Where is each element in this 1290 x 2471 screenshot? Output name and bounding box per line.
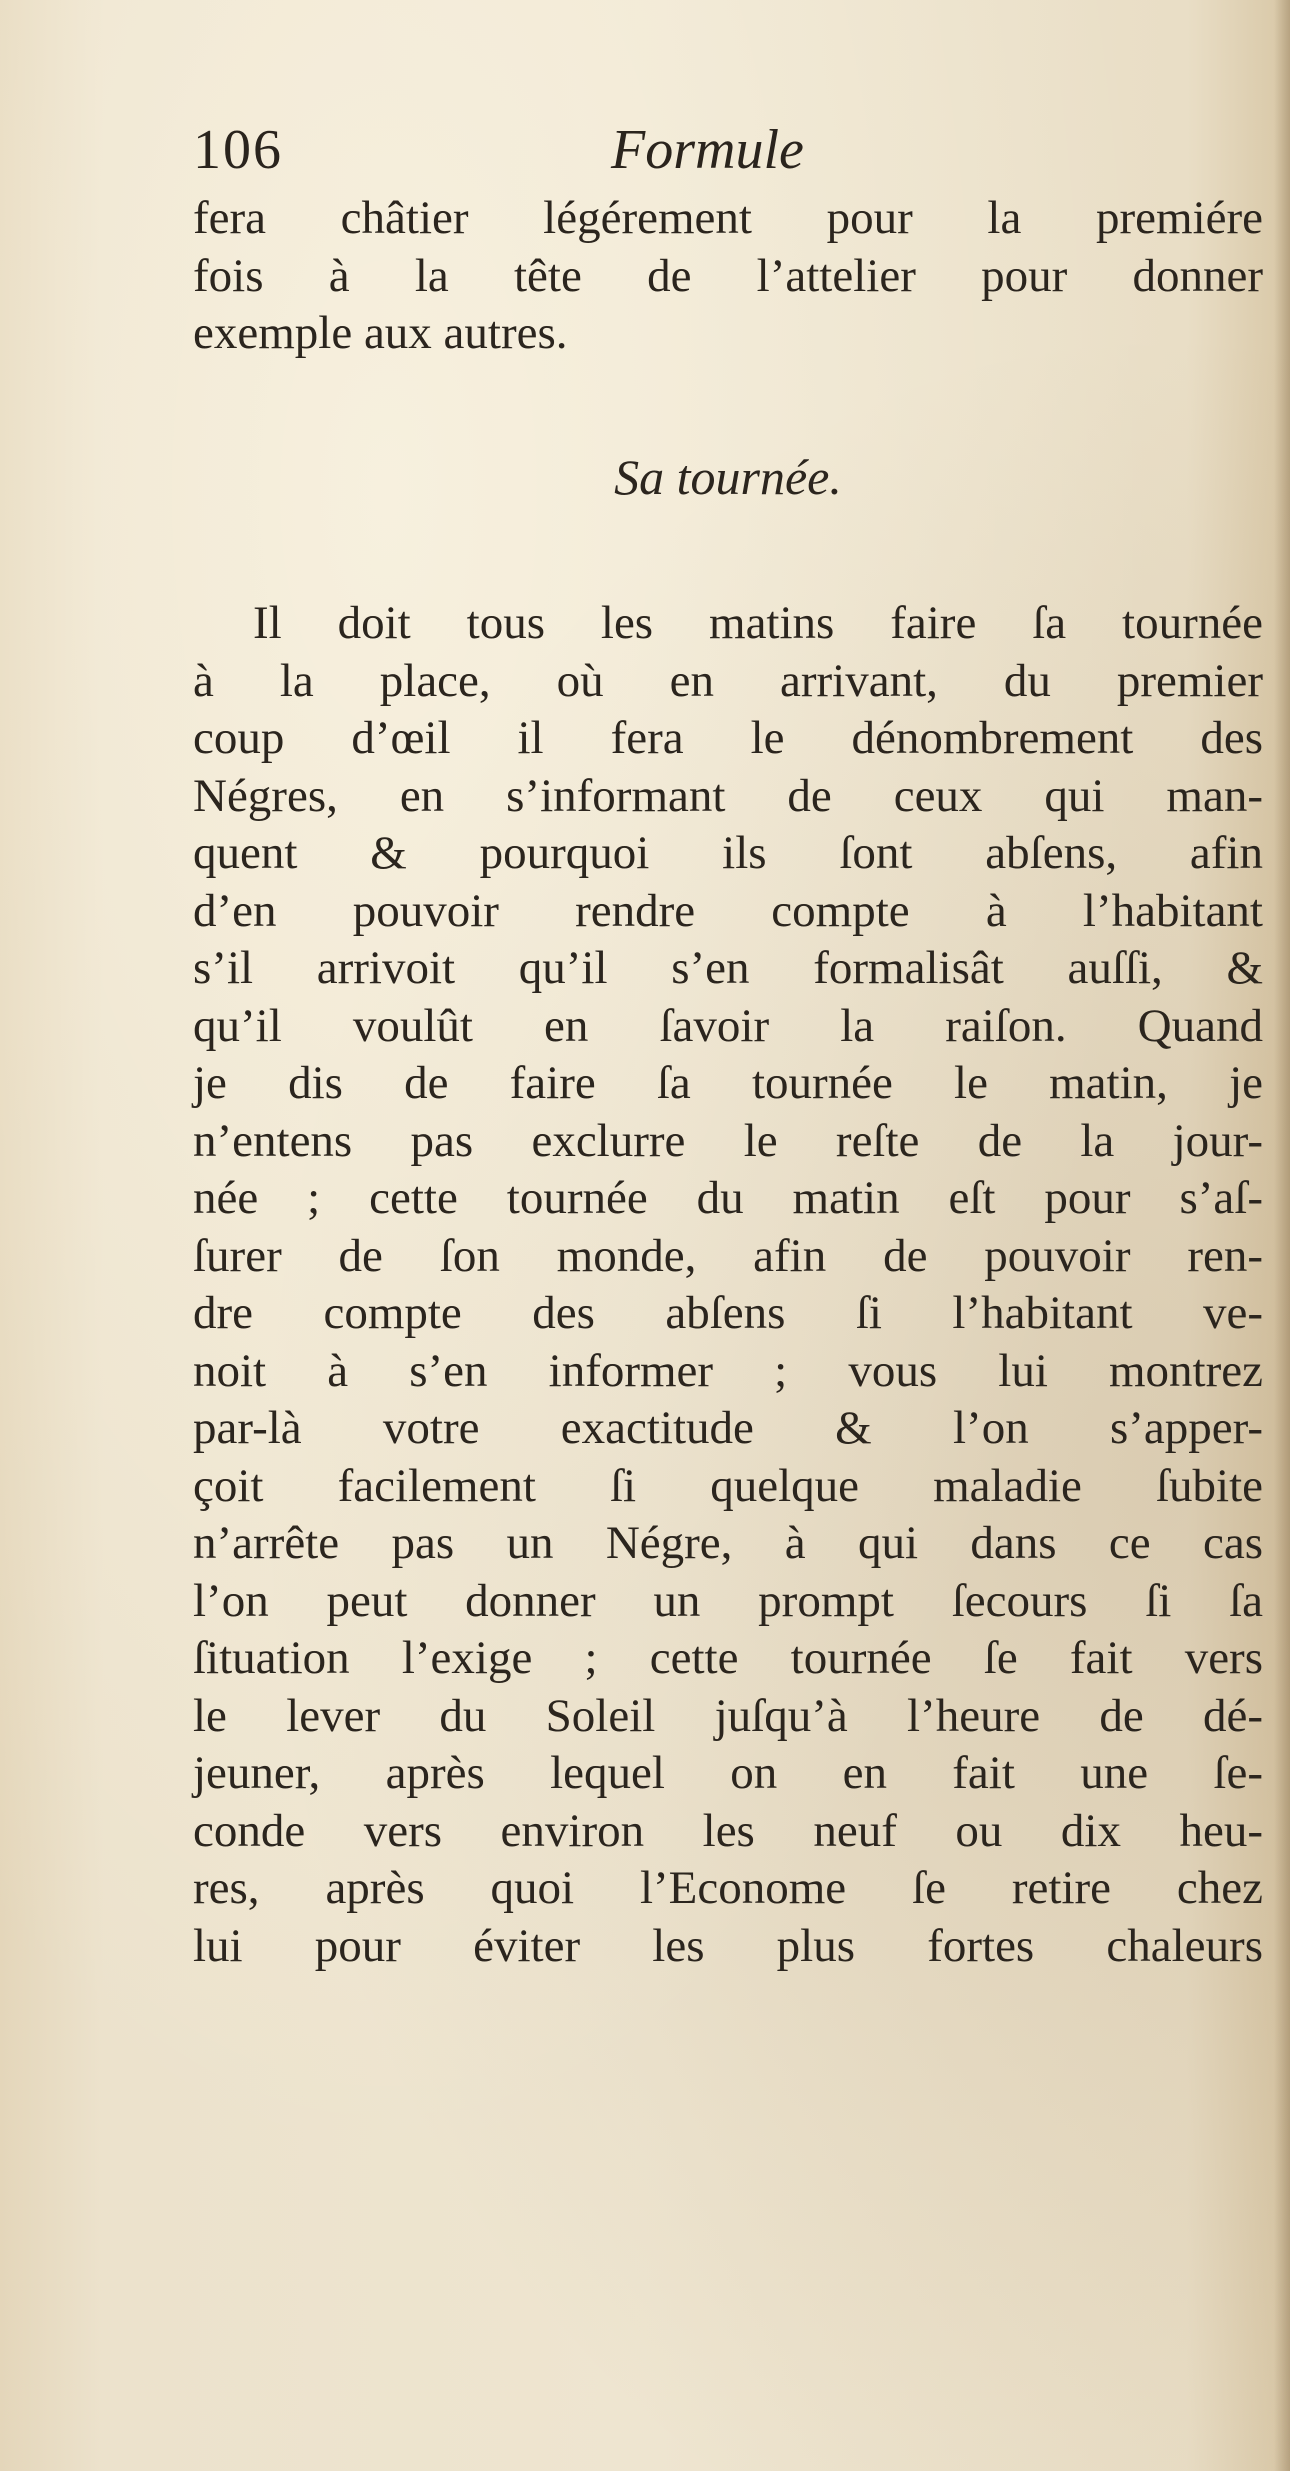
text-line: qu’il voulût en ſavoir la raiſon. Quand (193, 999, 1263, 1052)
text-line: fera châtier légérement pour la premiére (193, 192, 1263, 244)
page-number: 106 (193, 119, 283, 181)
text-line: n’entens pas exclurre le reſte de la jour- (193, 1114, 1263, 1167)
text-line: noit à s’en informer ; vous lui montrez (193, 1344, 1263, 1397)
text-line: née ; cette tournée du matin eſt pour s’aſ- (193, 1172, 1263, 1224)
page-edge-shadow (1274, 0, 1290, 2471)
text-line: dre compte des abſens ſi l’habitant ve- (193, 1287, 1263, 1339)
text-line: par-là votre exactitude & l’on s’apper- (193, 1402, 1263, 1454)
text-line: fois à la tête de l’attelier pour donner (193, 249, 1263, 302)
text-line: res, après quoi l’Econome ſe retire chez (193, 1862, 1263, 1914)
text-line: Négres, en s’informant de ceux qui man- (193, 769, 1263, 822)
text-line: à la place, où en arrivant, du premier (193, 654, 1263, 707)
text-line: le lever du Soleil juſqu’à l’heure de dé- (193, 1689, 1263, 1742)
text-line: ſituation l’exige ; cette tournée ſe fait vers (193, 1632, 1263, 1684)
section-heading: Sa tournée. (614, 449, 842, 505)
text-line: d’en pouvoir rendre compte à l’habitant (193, 884, 1263, 937)
text-line: çoit facilement ſi quelque maladie ſubite (193, 1459, 1263, 1512)
text-line: s’il arrivoit qu’il s’en formalisât auſſi, & (193, 942, 1263, 994)
text-line: coup d’œil il fera le dénombrement des (193, 712, 1263, 764)
text-line: lui pour éviter les plus fortes chaleurs (193, 1919, 1263, 1972)
text-line: quent & pourquoi ils ſont abſens, afin (193, 827, 1263, 879)
running-head: Formule (611, 119, 804, 181)
paragraph-tournee (193, 595, 1263, 1975)
page-header (193, 118, 1073, 188)
text-line: exemple aux autres. (193, 307, 568, 359)
paragraph-continued (193, 190, 1263, 363)
text-line: Il doit tous les matins faire ſa tournée (253, 597, 1263, 649)
text-line: jeuner, après lequel on en fait une ſe- (193, 1747, 1263, 1799)
text-line: ſurer de ſon monde, afin de pouvoir ren- (193, 1229, 1263, 1282)
text-line: conde vers environ les neuf ou dix heu- (193, 1804, 1263, 1857)
text-line: l’on peut donner un prompt ſecours ſi ſa (193, 1574, 1263, 1627)
text-line: n’arrête pas un Négre, à qui dans ce cas (193, 1517, 1263, 1569)
text-line: je dis de faire ſa tournée le matin, je (193, 1057, 1263, 1109)
